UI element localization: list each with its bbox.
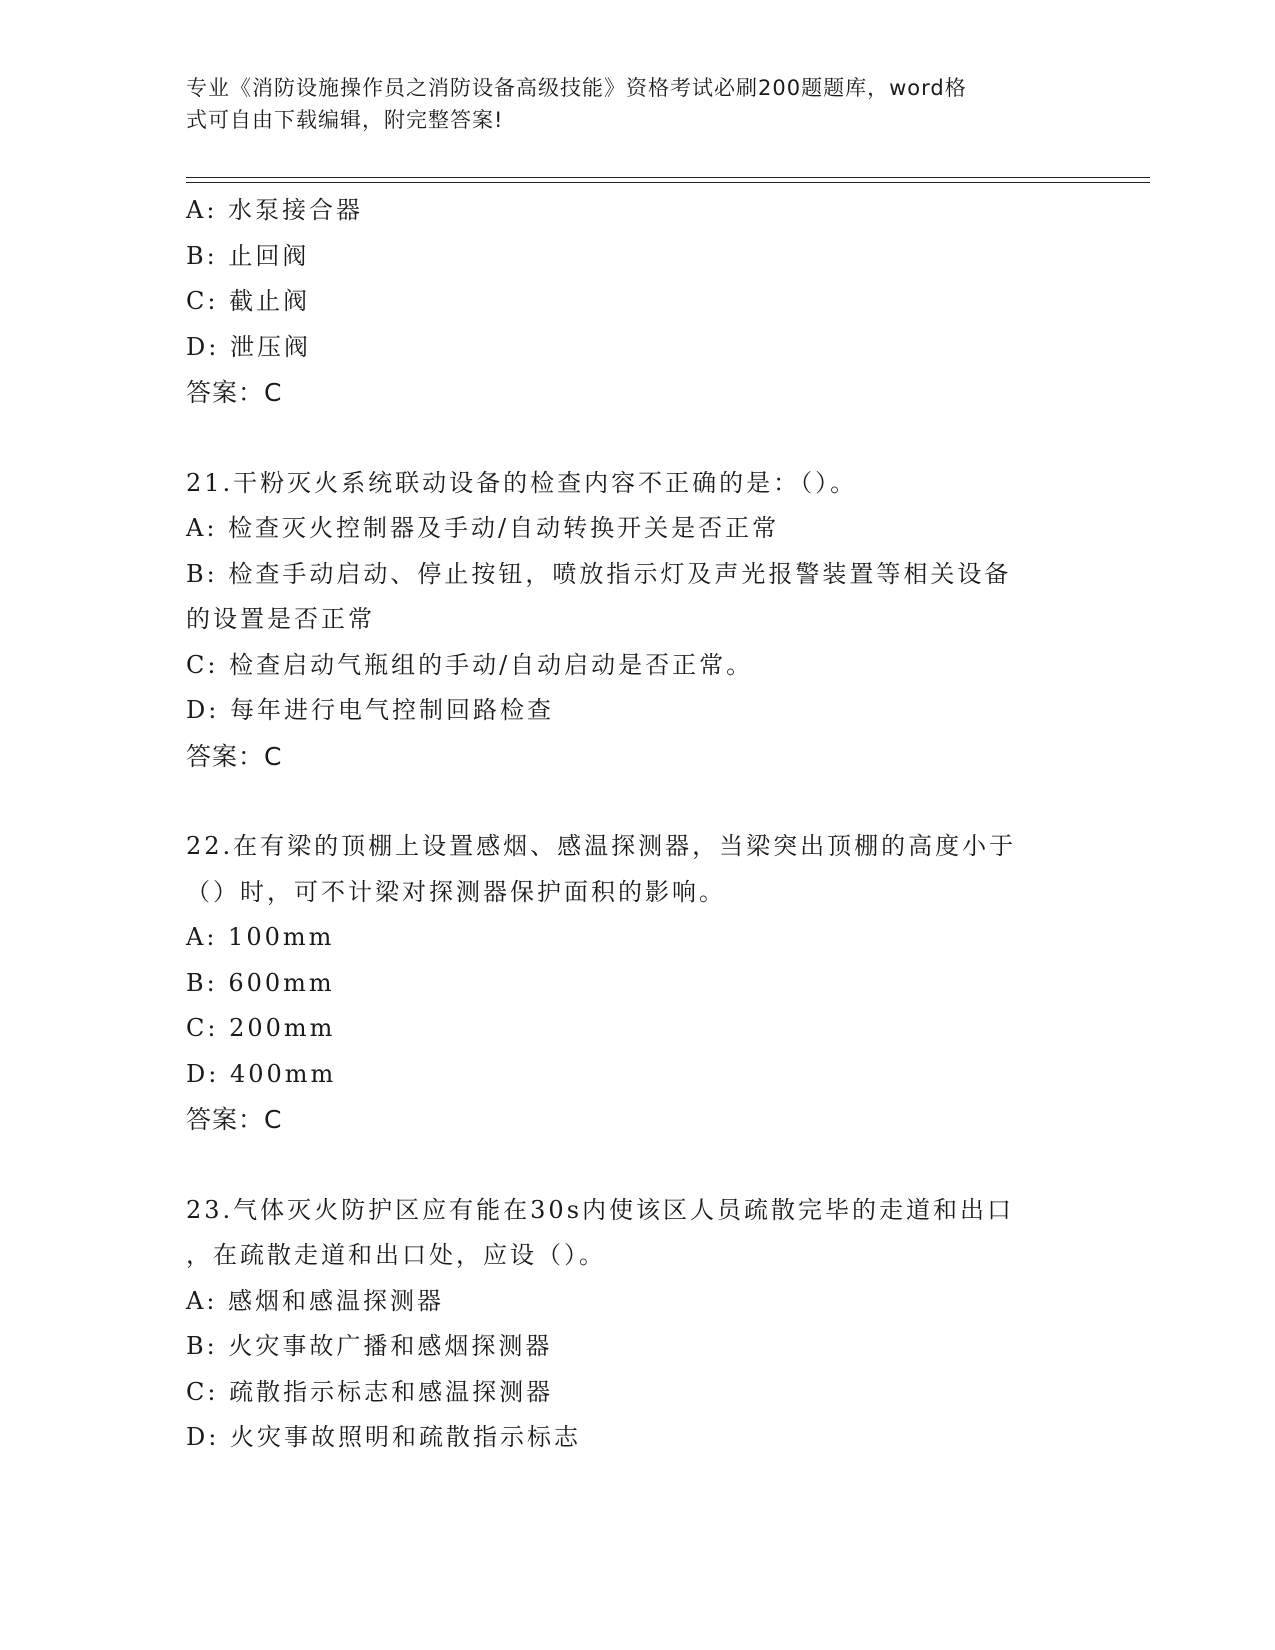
answer-line: 答案：C [186, 378, 283, 407]
option-b-continued: 的设置是否正常 [186, 605, 375, 633]
question-23 [186, 1188, 1086, 1461]
option-c: C: 200mm [186, 1014, 336, 1042]
option-c: C: 检查启动气瓶组的手动/自动启动是否正常。 [186, 650, 754, 679]
header-line-1: 专业《消防设施操作员之消防设备高级技能》资格考试必刷200题题库，word格 [186, 76, 967, 100]
option-b: B: 检查手动启动、停止按钮，喷放指示灯及声光报警装置等相关设备 [186, 559, 1012, 588]
option-d: D: 400mm [186, 1059, 337, 1088]
question-stem: 21.干粉灭火系统联动设备的检查内容不正确的是：（）。 [186, 468, 858, 497]
option-a: A: 100mm [186, 923, 335, 951]
option-d: D: 泄压阀 [186, 332, 311, 361]
document-header [186, 72, 1066, 136]
spacer [186, 779, 1086, 824]
option-d: D: 每年进行电气控制回路检查 [186, 696, 554, 724]
header-line-2: 式可自由下载编辑，附完整答案! [186, 108, 504, 132]
option-b: B: 600mm [186, 968, 335, 997]
option-d: D: 火灾事故照明和疏散指示标志 [186, 1423, 581, 1451]
question-block-continued [186, 188, 1086, 416]
option-a: A: 检查灭火控制器及手动/自动转换开关是否正常 [186, 514, 780, 542]
question-22 [186, 824, 1086, 1143]
question-stem: 23.气体灭火防护区应有能在30s内使该区人员疏散完毕的走道和出口 [186, 1195, 1015, 1224]
spacer [186, 416, 1086, 461]
question-21 [186, 461, 1086, 780]
spacer [186, 1143, 1086, 1188]
option-c: C: 截止阀 [186, 287, 311, 315]
question-stem: 22.在有梁的顶棚上设置感烟、感温探测器，当梁突出顶棚的高度小于 [186, 832, 1017, 860]
option-b: B: 火灾事故广播和感烟探测器 [186, 1332, 553, 1360]
question-list [186, 188, 1086, 1461]
option-c: C: 疏散指示标志和感温探测器 [186, 1377, 554, 1406]
question-stem-continued: （）时，可不计梁对探测器保护面积的影响。 [186, 877, 726, 906]
question-stem-continued: ，在疏散走道和出口处，应设（）。 [186, 1241, 606, 1269]
answer-line: 答案：C [186, 741, 283, 771]
option-a: A: 水泵接合器 [186, 196, 364, 224]
header-divider-top [186, 177, 1150, 178]
answer-line: 答案：C [186, 1105, 283, 1134]
header-divider-bottom [186, 182, 1150, 183]
option-a: A: 感烟和感温探测器 [186, 1286, 445, 1315]
option-b: B: 止回阀 [186, 241, 310, 270]
